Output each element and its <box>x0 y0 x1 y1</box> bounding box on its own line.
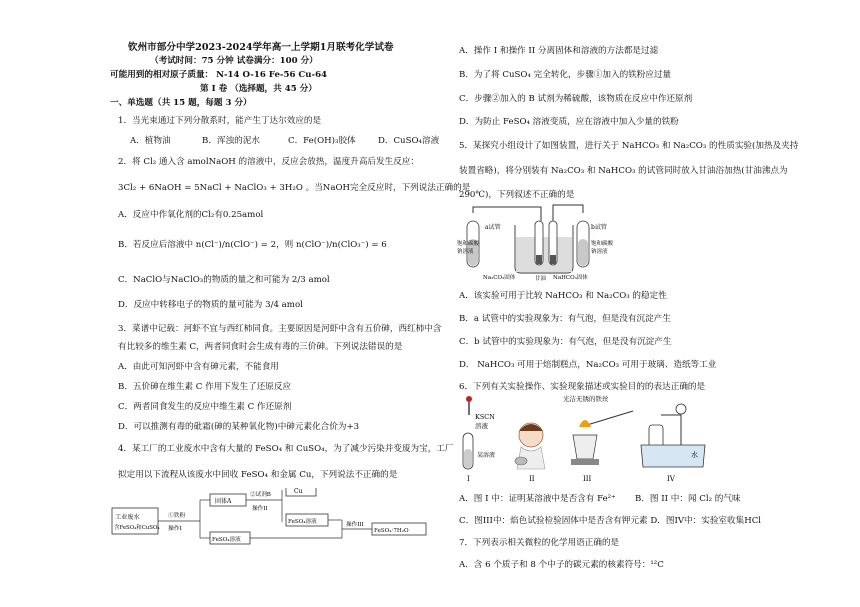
nahco3-label: NaHCO₃固体 <box>553 275 588 281</box>
tube-b-liquid <box>578 239 588 266</box>
q3-option-a: A．由此可知河虾中含有砷元素，不能食用 <box>118 362 279 372</box>
q4-stem-2: 拟定用以下流程从该废水中回收 FeSO₄ 和金属 Cu，下列说法不正确的是 <box>118 470 398 480</box>
q7-option-a: A．含 6 个质子和 8 个中子的碳元素的核素符号：¹²C <box>459 560 664 570</box>
q5-option-c: C．b 试管中的实验现象为：有气泡，但是没有沉淀产生 <box>459 337 672 347</box>
lamp <box>573 435 597 459</box>
q2-option-c: C．NaClO与NaClO₃的物质的量之和可能为 2/3 amol <box>118 275 330 285</box>
q4-option-b: B．为了将 CuSO₄ 完全转化，步骤①加入的铁粉应过量 <box>459 70 672 80</box>
step1-label: ①铁粉 <box>168 513 186 519</box>
q2-equation: 3Cl₂ + 6NaOH = 5NaCl + NaClO₃ + 3H₂O 。当NaOH完全反应时，下列说法正确的是 <box>118 183 471 193</box>
lamp-base <box>571 459 599 465</box>
exam-subtitle: （考试时间：75 分钟 试卷满分：100 分） <box>150 56 318 66</box>
feso4-solution-label-1: FeSO₄溶液 <box>212 537 241 543</box>
b-tube-label: b试管 <box>591 224 607 231</box>
fig-label-i: I <box>467 475 470 483</box>
q4-option-c: C．步骤②加入的 B 试剂为稀硫酸，该物质在反应中作还原剂 <box>459 94 693 104</box>
cu-label: Cu <box>294 488 303 495</box>
q1-option-c: C．Fe(OH)₃胶体 <box>288 136 356 146</box>
nahco3-solid <box>550 255 556 264</box>
solution-label: 溶液 <box>475 422 488 430</box>
wire-label: 光洁无锈的铁丝 <box>563 395 609 403</box>
fig-label-ii: II <box>529 475 535 483</box>
q1-option-b: B．浑浊的泥水 <box>202 136 260 146</box>
volume-title: 第 I 卷 （选择题，共 45 分） <box>200 84 317 94</box>
feso4-solution-label-2: FeSO₄溶液 <box>288 519 317 525</box>
kscn-label: KSCN <box>475 413 495 421</box>
q6-stem: 6．下列有关实验操作、实验现象描述或实验目的的表达正确的是 <box>459 382 706 392</box>
q2-option-a: A．反应中作氧化剂的Cl₂有0.25amol <box>118 210 264 220</box>
q3-option-d: D．可以推测有毒的砒霜(砷的某种氧化物)中砷元素化合价为+3 <box>118 422 360 432</box>
q5-option-b: B．a 试管中的实验现象为：有气泡，但是没有沉淀产生 <box>459 314 671 324</box>
flame <box>579 420 591 427</box>
iron-wire <box>587 411 633 425</box>
q6-apparatus <box>455 395 755 485</box>
gas-jar <box>515 457 527 465</box>
sat-label-b1: 饱和碳酸 <box>591 241 614 247</box>
q5-apparatus <box>455 203 615 281</box>
test-tube-i-liquid <box>464 449 472 468</box>
q2-option-b: B．若反应后溶液中 n(Cl⁻)/n(ClO⁻) = 2，则 n(ClO⁻)/n(ClO₃⁻) = 6 <box>118 240 387 250</box>
sat-label-a2: 钠溶液 <box>457 249 474 255</box>
na2co3-solid <box>536 255 542 264</box>
q2-stem: 2．将 Cl₂ 通入含 amolNaOH 的溶液中，反应会放热，温度升高后发生反应： <box>118 157 419 167</box>
some-solution-label: 某溶液 <box>477 452 496 459</box>
q4-flowchart <box>110 488 440 548</box>
tube-b-delivery <box>553 205 583 221</box>
op3-label: 操作III <box>346 522 364 528</box>
waste-label-1: 工业废水 <box>115 514 140 521</box>
na2co3-label: Na₂CO₃固体 <box>483 275 516 281</box>
q4-option-d: D．为防止 FeSO₄ 溶液变质，应在溶液中加入少量的铁粉 <box>459 117 679 127</box>
delivery-tube <box>661 415 681 445</box>
q3-option-b: B．五价砷在维生素 C 作用下发生了还原反应 <box>118 382 292 392</box>
q1-stem: 1．当光束通过下列分散系时，能产生丁达尔效应的是 <box>118 116 322 126</box>
q6-option-b: B．图 II 中：闻 Cl₂ 的气味 <box>635 494 741 504</box>
glycerol-bath <box>516 237 572 272</box>
waste-label-2: 含FeSO₄和CuSO₄ <box>114 525 160 531</box>
water-label: 水 <box>691 451 698 459</box>
sat-label-b2: 钠溶液 <box>591 249 608 255</box>
solid-a-label: 固体A <box>215 498 232 505</box>
sat-label-a1: 饱和碳酸 <box>457 241 480 247</box>
q3-option-c: C．两者同食发生的反应中维生素 C 作还原剂 <box>118 402 292 412</box>
q3-stem-1: 3．菜谱中记载：河虾不宜与西红柿同食。主要原因是河虾中含有五价砷，西红柿中含 <box>118 324 442 334</box>
fig-label-iv: IV <box>667 475 675 483</box>
product-label: FeSO₄·7H₂O <box>374 528 409 534</box>
q2-option-d: D．反应中转移电子的物质的量可能为 3/4 amol <box>118 300 303 310</box>
q5-stem-3: 290℃)，下列叙述不正确的是 <box>459 190 575 200</box>
stopper <box>676 404 686 414</box>
fig-label-iii: III <box>583 475 592 483</box>
op1-label: 操作I <box>168 526 182 532</box>
a-tube-label: a试管 <box>485 224 501 231</box>
q3-stem-2: 有比较多的维生素 C，两者同食时会生成有毒的三价砷。下列说法错误的是 <box>118 342 403 352</box>
dropper-bulb <box>466 396 472 402</box>
atomic-masses: 可能用到的相对原子质量： N-14 O-16 Fe-56 Cu-64 <box>110 70 328 80</box>
glycerol-label: 甘油 <box>535 276 547 281</box>
q1-option-a: A．植物油 <box>130 136 171 146</box>
q4-stem-1: 4．某工厂的工业废水中含有大量的 FeSO₄ 和 CuSO₄，为了减少污染并变废为宝，工厂 <box>118 444 454 454</box>
op2-label: 操作II <box>252 506 268 512</box>
q5-option-d: D． NaHCO₃ 可用于焙制糕点，Na₂CO₃ 可用于玻璃、造纸等工业 <box>459 360 717 370</box>
q5-stem-1: 5．某探究小组设计了如图装置，进行关于 NaHCO₃ 和 Na₂CO₃ 的性质实验(加热及夹持 <box>459 141 799 151</box>
tube-a-delivery <box>473 207 541 221</box>
q1-option-d: D．CuSO₄溶液 <box>378 136 440 146</box>
q4-option-a: A．操作 I 和操作 II 分离固体和溶液的方法都是过滤 <box>459 46 659 56</box>
q7-stem: 7．下列表示相关微粒的化学用语正确的是 <box>459 538 620 548</box>
exam-title: 钦州市部分中学2023-2024学年高一上学期1月联考化学试卷 <box>128 42 394 53</box>
section-title: 一、单选题（共 15 题，每题 3 分） <box>110 98 252 108</box>
q5-stem-2: 装置省略)，将分别装有 Na₂CO₃ 和 NaHCO₃ 的试管同时放入甘油浴加热(甘油沸点为 <box>459 166 788 176</box>
q6-option-c: C．图III中：焰色试验检验固体中是否含有钾元素 D．图IV中：实验室收集HCl <box>459 516 762 526</box>
step2-label: ②试剂B <box>250 492 271 498</box>
q5-option-a: A．该实验可用于比较 NaHCO₃ 和 Na₂CO₃ 的稳定性 <box>459 291 667 301</box>
q6-option-a: A．图 I 中：证明某溶液中是否含有 Fe²⁺ <box>459 494 616 504</box>
person-hair <box>519 424 543 431</box>
